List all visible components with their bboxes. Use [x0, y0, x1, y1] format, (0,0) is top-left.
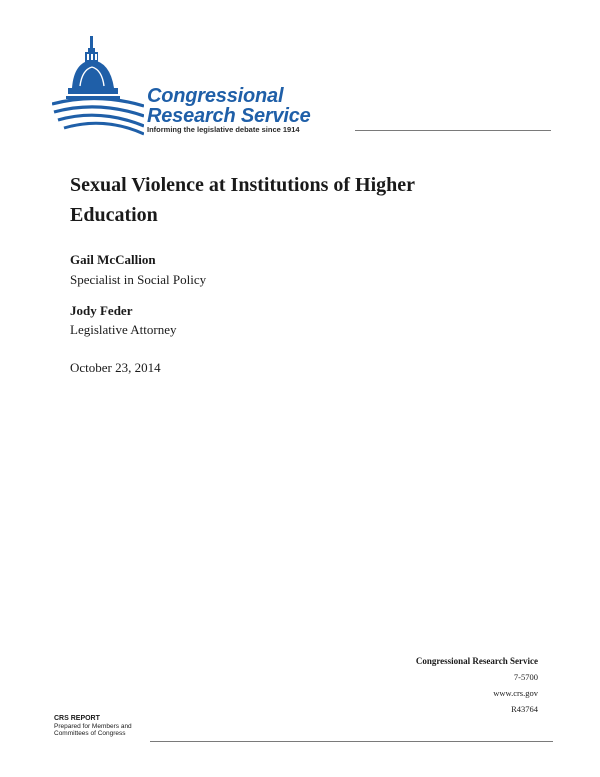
org-name-line1: Congressional: [147, 85, 284, 107]
crs-report-block: [54, 715, 132, 738]
footer-block: [416, 653, 538, 717]
capitol-dome-icon: [52, 36, 144, 136]
footer-website: www.crs.gov: [493, 688, 538, 698]
crs-report-line2: Committees of Congress: [54, 730, 126, 737]
footer-report-number: R43764: [511, 704, 538, 714]
org-tagline: Informing the legislative debate since 1914: [147, 125, 300, 134]
org-name-line2: Research Service: [147, 105, 311, 127]
author-name-2: Jody Feder: [70, 303, 133, 318]
org-logo-text: [147, 86, 311, 126]
footer-org: Congressional Research Service: [415, 656, 538, 666]
header-rule: [355, 130, 551, 131]
crs-report-label: CRS REPORT: [54, 715, 100, 722]
report-title: Sexual Violence at Institutions of Higher Education: [70, 174, 415, 226]
author-name-1: Gail McCallion: [70, 252, 156, 267]
footer-phone: 7-5700: [513, 672, 538, 682]
author-role-2: Legislative Attorney: [70, 322, 177, 337]
author-role-1: Specialist in Social Policy: [70, 272, 207, 287]
crs-report-line1: Prepared for Members and: [54, 722, 132, 730]
report-date: October 23, 2014: [70, 360, 161, 375]
footer-rule: [150, 741, 553, 742]
